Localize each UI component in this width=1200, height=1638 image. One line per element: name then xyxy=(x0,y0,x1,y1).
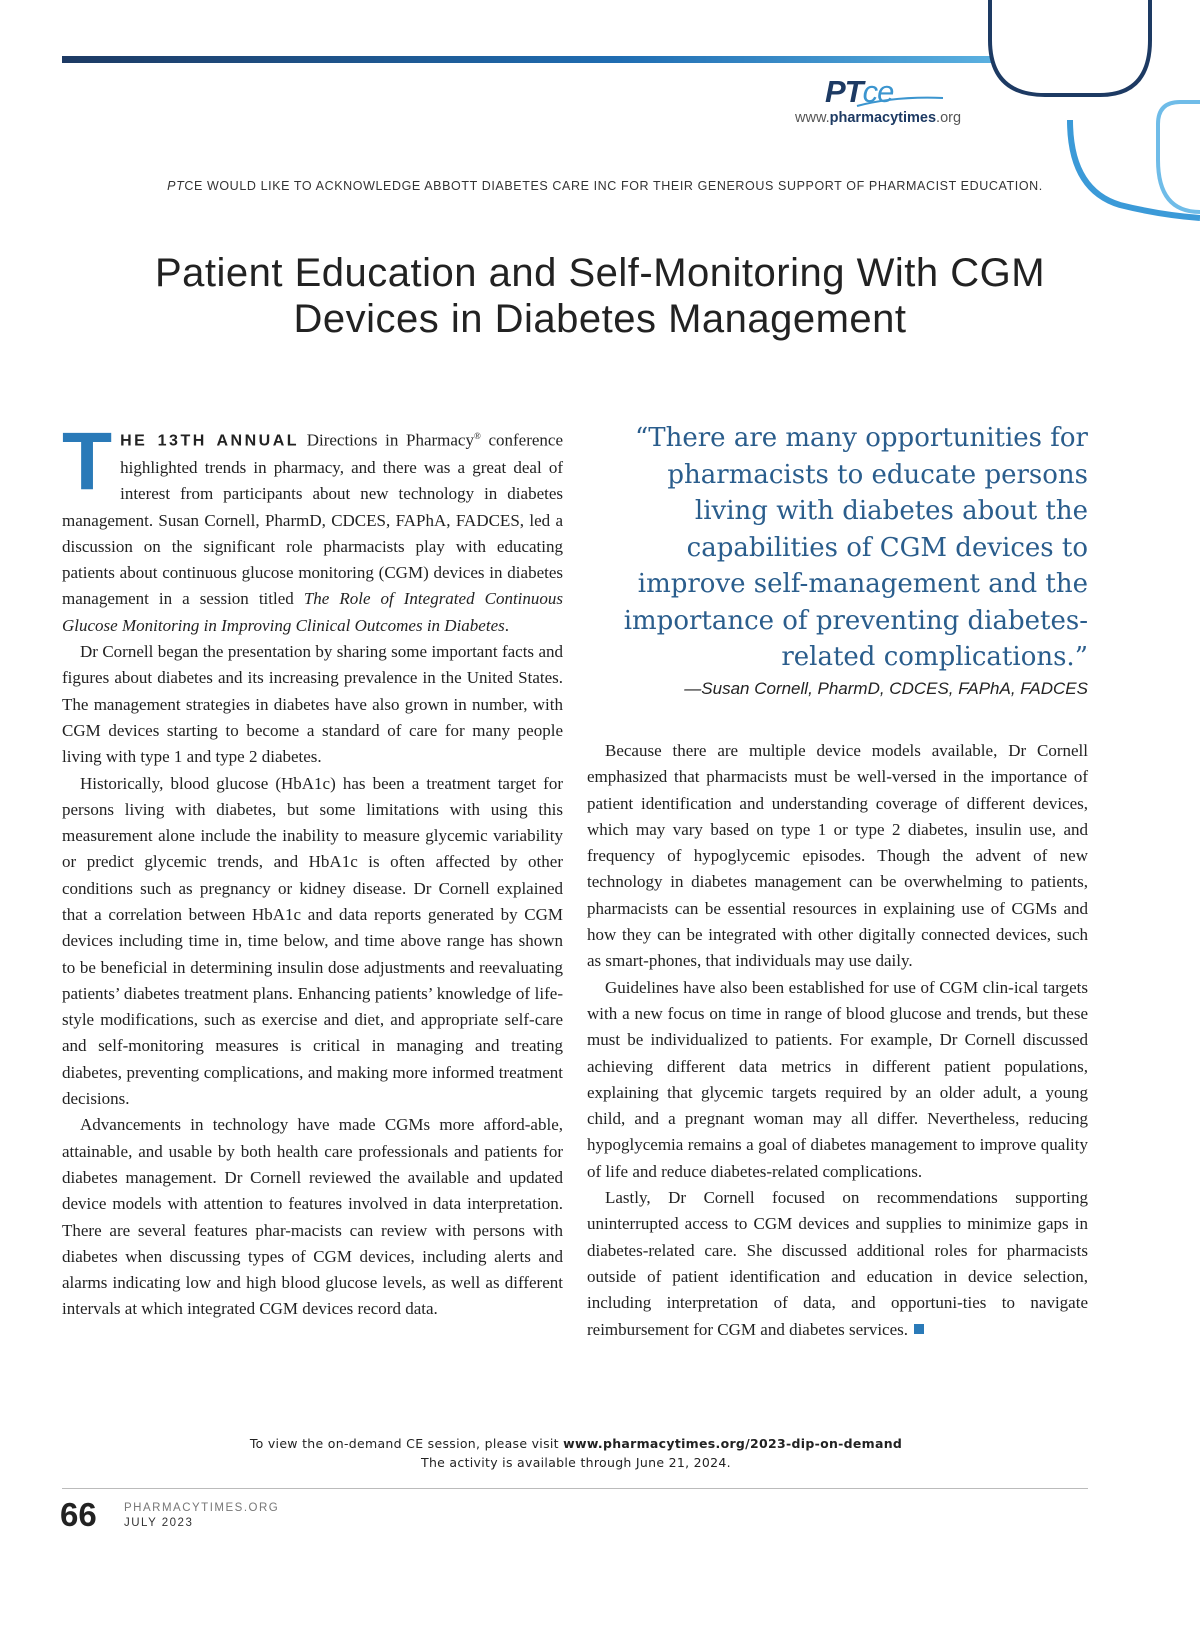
article-title xyxy=(60,250,1140,342)
logo-url-domain: pharmacytimes xyxy=(829,110,937,126)
session-title: The Role of Integrated Continuous Glucose Monitoring in Improving Clinical Outcomes in Diabetes xyxy=(62,589,564,635)
footer-site: PHARMACYTIMES.ORG xyxy=(124,1502,280,1514)
paragraph-1 xyxy=(62,416,564,639)
paragraph-7 xyxy=(587,1185,1088,1343)
footer-date: JULY 2023 xyxy=(124,1517,194,1529)
paragraph-6: Guidelines have also been established for use of CGM clin-ical targets with a new focus on time in range of blood glucose and trends, but these must be individualized to patients. For example, Dr Cornell discussed achieving different data metrics in different patient populations, explaining that glycemic targets required by an older adult, a young child, and a pregnant woman may all differ. Nevertheless, reducing hypoglycemia remains a goal of diabetes management to improve quality of life and reduce diabetes-related complications. xyxy=(587,977,1088,1181)
left-column xyxy=(62,416,564,1323)
ack-text: CE WOULD LIKE TO ACKNOWLEDGE ABBOTT DIABETES CARE INC FOR THEIR GENEROUS SUPPORT OF PHARMACIST EDUCATION. xyxy=(184,179,1043,193)
paragraph-3: Historically, blood glucose (HbA1c) has been a treatment target for persons living with diabetes, but some limitations with using this measurement alone include the inability to measure glycemic variability or predict glycemic trends, and HbA1c is often affected by other conditions such as pregnancy or kidney disease. Dr Cornell explained that a correlation between HbA1c and data reports generated by CGM devices including time in, time below, and time above range has shown to be beneficial in determining insulin dose adjustments and reevaluating patients’ diabetes treatment plans. Enhancing patients’ knowledge of life-style modifications, such as exercise and diet, and appropriate self-care and self-monitoring measures is critical in managing and treating diabetes, preventing complications, and making more informed treatment decisions. xyxy=(62,773,563,1109)
end-mark-icon xyxy=(914,1324,924,1334)
p1-text-b: conference highlighted trends in pharmacy, and there was a great deal of interest from participants about new technology in diabetes management. Susan Cornell, PharmD, CDCES, FAPhA, FADCES, led a discussion on the significant role pharmacists play with educating patients about continuous glucose monitoring (CGM) devices in diabetes management in a session titled xyxy=(62,430,564,609)
availability-note: The activity is available through June 21, 2024. xyxy=(421,1455,731,1470)
footer-rule xyxy=(62,1488,1088,1489)
header-rule xyxy=(62,56,992,63)
right-column xyxy=(587,738,1088,1343)
light-blue-arc xyxy=(1158,102,1200,212)
logo-mark-pt: PT xyxy=(825,74,863,109)
blue-arc xyxy=(1070,120,1200,218)
ce-session-note xyxy=(62,1434,1090,1472)
paragraph-4: Advancements in technology have made CGMs more afford-able, attainable, and usable by both health care professionals and patients for diabetes management. Dr Cornell reviewed the available and updated device models with attention to features involved in data interpretation. There are several features phar-macists can review with persons with diabetes when discussing types of CGM devices, including alerts and alarms indicating low and high blood glucose levels, as well as different intervals at which integrated CGM devices record data. xyxy=(62,1115,563,1319)
logo-url-prefix: www. xyxy=(795,110,830,126)
on-demand-link[interactable]: www.pharmacytimes.org/2023-dip-on-demand xyxy=(563,1436,903,1451)
logo-mark-ce: ce xyxy=(862,74,894,109)
page-number: 66 xyxy=(60,1496,97,1533)
ptce-logo xyxy=(795,76,1025,126)
title-line-1: Patient Education and Self-Monitoring With CGM xyxy=(154,251,1046,295)
logo-url-suffix: .org xyxy=(936,110,962,126)
lead-caps: HE 13TH ANNUAL xyxy=(120,432,300,450)
paragraph-2: Dr Cornell began the presentation by sharing some important facts and figures about diabetes and its increasing prevalence in the United States. The management strategies in diabetes have also grown in number, with CGM devices starting to become a standard of care for many people living with type 1 and type 2 diabetes. xyxy=(62,642,563,767)
p1-text-a: Directions in Pharmacy xyxy=(306,430,474,450)
note-prefix: To view the on-demand CE session, please visit xyxy=(249,1436,559,1451)
pull-quote: “There are many opportunities for pharmacists to educate persons living with diabetes about the capabilities of CGM devices to improve self-management and the importance of preventing diabetes-related complications.” xyxy=(623,423,1088,672)
title-line-2: Devices in Diabetes Management xyxy=(293,297,907,341)
ack-italic: PT xyxy=(167,179,185,193)
logo-url xyxy=(795,110,1025,126)
registered-mark: ® xyxy=(473,431,481,441)
drop-cap: T xyxy=(62,416,113,507)
acknowledgment-line xyxy=(60,179,1150,193)
p7-text: Lastly, Dr Cornell focused on recommendations supporting uninterrupted access to CGM devices and supplies to minimize gaps in diabetes-related care. She discussed additional roles for pharmacists outside of patient identification and education in device selection, including interpretation of data, and opportuni-ties to navigate reimbursement for CGM and diabetes services. xyxy=(587,1188,1088,1339)
paragraph-5: Because there are multiple device models available, Dr Cornell emphasized that pharmacists must be well-versed in the importance of patient identification and understanding coverage of different devices, which may vary based on type 1 or type 2 diabetes, insulin use, and frequency of hypoglycemic episodes. Though the advent of new technology in diabetes management can be overwhelming to patients, pharmacists can be essential resources in explaining use of CGMs and how they can be integrated with other digitally connected devices, such as smart-phones, that individuals may use daily. xyxy=(587,741,1088,971)
p1-end: . xyxy=(504,615,509,635)
logo-swoosh-icon xyxy=(855,94,945,108)
pull-quote-attribution: —Susan Cornell, PharmD, CDCES, FAPhA, FADCES xyxy=(684,679,1088,698)
